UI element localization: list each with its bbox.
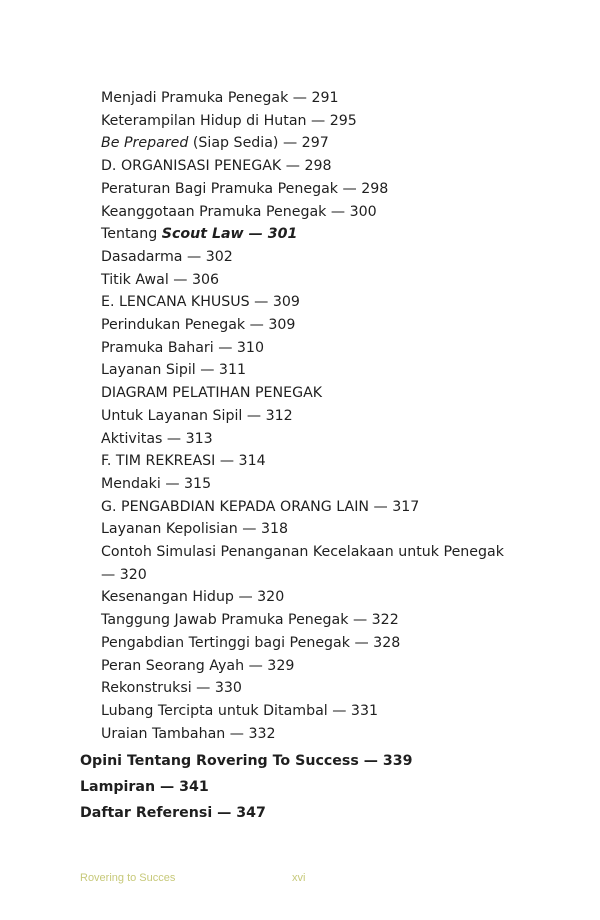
toc-entry: Pramuka Bahari — 310	[101, 339, 264, 356]
toc-entry: D. ORGANISASI PENEGAK — 298	[101, 158, 332, 175]
page-footer	[0, 872, 600, 892]
toc-entry: Kesenangan Hidup — 320	[101, 589, 285, 606]
footer-page-number: xvi	[292, 872, 306, 884]
toc-entry	[0, 132, 600, 155]
toc-entry: Untuk Layanan Sipil — 312	[101, 407, 293, 424]
toc-entry-italic-prefix: Be Prepared	[101, 135, 189, 152]
toc-entry: Contoh Simulasi Penanganan Kecelakaan untuk Penegak	[101, 544, 504, 561]
toc-main-entry: Daftar Referensi — 347	[80, 805, 266, 822]
toc-entry: Perindukan Penegak — 309	[101, 317, 296, 334]
toc-entry: E. LENCANA KHUSUS — 309	[101, 294, 300, 311]
toc-main-entry: Opini Tentang Rovering To Success — 339	[80, 753, 413, 770]
toc-entry: Pengabdian Tertinggi bagi Penegak — 328	[101, 634, 401, 651]
toc-entry: Mendaki — 315	[101, 475, 212, 492]
toc-entry: Layanan Sipil — 311	[101, 362, 246, 379]
toc-entry: Keanggotaan Pramuka Penegak — 300	[101, 203, 377, 220]
toc-entry: DIAGRAM PELATIHAN PENEGAK	[101, 385, 323, 402]
toc-entry: Aktivitas — 313	[101, 430, 213, 447]
toc-entry: Tanggung Jawab Pramuka Penegak — 322	[101, 612, 399, 629]
toc-entry: Lubang Tercipta untuk Ditambal — 331	[101, 702, 379, 719]
toc-entry-text: Tentang	[101, 226, 162, 243]
table-of-contents	[0, 87, 600, 826]
toc-main-entry: Lampiran — 341	[80, 779, 209, 796]
toc-entry: Peraturan Bagi Pramuka Penegak — 298	[101, 180, 389, 197]
toc-entry: Titik Awal — 306	[101, 271, 220, 288]
toc-entry: Layanan Kepolisian — 318	[101, 521, 289, 538]
toc-entry: Keterampilan Hidup di Hutan — 295	[101, 112, 357, 129]
toc-entry: Menjadi Pramuka Penegak — 291	[101, 90, 339, 106]
toc-entry: Uraian Tambahan — 332	[101, 725, 276, 742]
toc-entry-continuation: — 320	[101, 566, 147, 583]
toc-entry-text: (Siap Sedia) — 297	[188, 135, 329, 152]
footer-book-title: Rovering to Succes	[80, 872, 176, 884]
toc-entry: Peran Seorang Ayah — 329	[101, 657, 295, 674]
toc-entry-emphasis: Scout Law — 301	[161, 226, 298, 243]
toc-entry: Rekonstruksi — 330	[101, 680, 242, 697]
toc-entry	[0, 223, 600, 246]
toc-entry: F. TIM REKREASI — 314	[101, 453, 266, 470]
toc-entry: Dasadarma — 302	[101, 248, 233, 265]
toc-entry: G. PENGABDIAN KEPADA ORANG LAIN — 317	[101, 498, 420, 515]
